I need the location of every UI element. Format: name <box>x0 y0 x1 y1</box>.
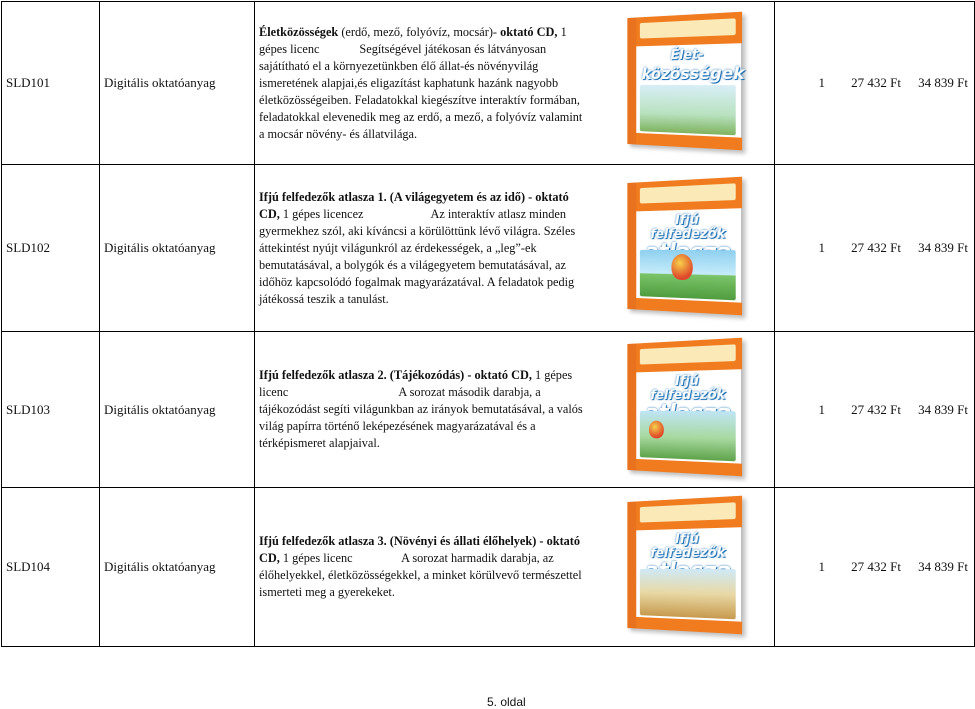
product-cover-cell <box>589 165 775 332</box>
product-title: Életközösségek <box>259 24 339 39</box>
product-license: 1 gépes licenc <box>259 24 567 56</box>
table-row <box>2 488 975 647</box>
product-cover-cell <box>589 488 775 647</box>
product-gross-price: 34 839 Ft <box>905 332 975 488</box>
product-title: Ifjú felfedezők atlasza 1. <box>259 189 387 204</box>
product-code: SLD101 <box>2 2 100 165</box>
page-number: 5. oldal <box>487 695 526 709</box>
cover-title: Élet- közösségek <box>641 46 744 83</box>
product-cover-image <box>627 11 742 150</box>
product-code: SLD103 <box>2 332 100 488</box>
product-title-rest: (Növényi és állati élőhelyek) - <box>386 534 547 548</box>
table-row <box>2 332 975 488</box>
product-license: 1 gépes licenc <box>259 368 573 399</box>
product-type: Digitális oktatóanyag <box>100 165 255 332</box>
product-type: Digitális oktatóanyag <box>100 332 255 488</box>
table-row <box>2 2 975 165</box>
product-cover-image <box>627 495 742 634</box>
product-gross-price: 34 839 Ft <box>905 488 975 647</box>
product-title-rest: (Tájékozódás) - <box>386 368 475 382</box>
product-type: Digitális oktatóanyag <box>100 488 255 647</box>
product-format: oktató CD, <box>500 24 558 39</box>
product-text: A sorozat második darabja, a tájékozódást segíti világunkban az irányok bemutatásával, a valós világ papírra történő leképezésének magyarázatával és a térképismeret alapjaival. <box>259 385 583 450</box>
product-quantity: 1 <box>775 332 832 488</box>
product-license: 1 gépes licencez <box>279 206 364 221</box>
product-cover-cell <box>589 2 775 165</box>
product-table <box>1 1 975 647</box>
product-text: A sorozat harmadik darabja, az élőhelyekkel, életközösségekkel, a minket körülvevő természettel ismerteti meg a gyerekeket. <box>259 551 582 599</box>
product-gross-price: 34 839 Ft <box>905 2 975 165</box>
product-net-price: 27 432 Ft <box>831 165 905 332</box>
product-cover-cell <box>589 332 775 488</box>
product-net-price: 27 432 Ft <box>831 332 905 488</box>
table-row <box>2 165 975 332</box>
product-description <box>255 488 590 647</box>
product-text: Az interaktív atlasz minden gyermekhez szól, aki kíváncsi a körülöttünk lévő világra. Széles áttekintést nyújt világunkról az érdekességek, a „leg”-ek bemutatásával, a bolygók és a világegyetem bemutatásával, az időhöz kapcsolódó fogalmak magyarázatával. A feladatok pedig játékossá teszik a tanulást. <box>259 206 576 306</box>
product-net-price: 27 432 Ft <box>831 2 905 165</box>
product-quantity: 1 <box>775 2 832 165</box>
product-quantity: 1 <box>775 488 832 647</box>
product-type: Digitális oktatóanyag <box>100 2 255 165</box>
product-net-price: 27 432 Ft <box>831 488 905 647</box>
product-quantity: 1 <box>775 165 832 332</box>
product-description <box>255 2 590 165</box>
product-description <box>255 332 590 488</box>
cover-title: Ifjú felfedezők <box>649 373 726 404</box>
product-title: Ifjú felfedezők atlasza 2. <box>259 368 387 382</box>
product-cover-image <box>627 338 742 477</box>
product-gross-price: 34 839 Ft <box>905 165 975 332</box>
product-description <box>255 165 590 332</box>
cover-title: Ifjú felfedezők <box>649 212 726 242</box>
product-format: oktató CD, <box>259 534 581 565</box>
cover-title: Ifjú felfedezők <box>649 531 726 561</box>
product-title-rest: (erdő, mező, folyóvíz, mocsár)- <box>338 24 501 39</box>
product-license: 1 gépes licenc <box>279 551 353 565</box>
product-code: SLD104 <box>2 488 100 647</box>
product-format: oktató CD, <box>259 189 569 221</box>
product-code: SLD102 <box>2 165 100 332</box>
product-cover-image <box>627 176 742 315</box>
product-text: Segítségével játékosan és látványosan sajátítható el a környezetünkben élő állat-és növényvilág ismeretének alapjai,és eligazítást kaphatunk hazánk nagyobb életközösségeiben. Feladatokkal kiegészítve interaktív formában, feladatokkal elevenedik meg az erdő, a mező, a folyóvíz valamint a mocsár növény- és állatvilága. <box>259 41 583 141</box>
product-title-rest: (A világegyetem és az idő) - <box>386 189 536 204</box>
product-format: oktató CD, <box>474 368 532 382</box>
product-title: Ifjú felfedezők atlasza 3. <box>259 534 387 548</box>
